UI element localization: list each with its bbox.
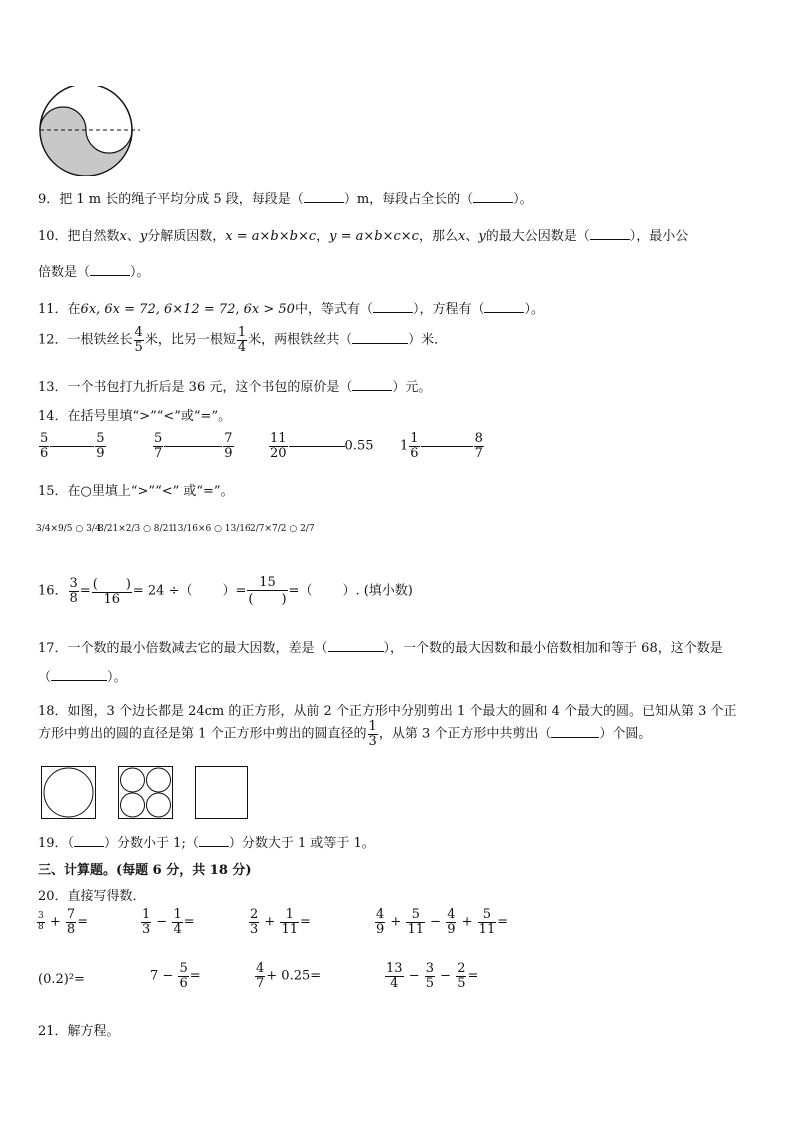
answer-blank[interactable] [90,263,130,276]
question-13: 13．一个书包打九折后是 36 元，这个书包的原价是（ ）元。 [38,380,432,395]
answer-blank[interactable] [551,725,599,738]
question-14-title: 14．在括号里填“>”“<”或“=”。 [38,409,232,424]
question-15-title: 15．在○里填上“>”“<” 或“=”。 [38,484,234,499]
question-19: 19．（ ）分数小于 1;（ ）分数大于 1 或等于 1。 [38,836,375,851]
answer-blank[interactable] [373,300,413,313]
calc-item: 7 − $\frac{5}{6}$ = [150,961,201,991]
question-10: 10．把自然数x、y分解质因数，x = a×b×b×c，y = a×b×c×c，那么x、y的最大公因数是（ ），最小公 [38,229,689,244]
fraction: $\frac{4}{5}$ [134,325,143,355]
compare-item: 3/4×9/5 ○ 3/4 [36,524,101,534]
section-heading: 三、计算题。(每题 6 分，共 18 分) [38,863,252,878]
compare-item: 8/21×2/3 ○ 8/21 [98,524,175,534]
question-10-line2: 倍数是（ ）。 [38,265,150,280]
answer-blank[interactable] [352,331,408,344]
compare-item: 1 $\frac{1}{6}$ $\frac{8}{7}$ [400,431,483,461]
question-17: 17．一个数的最小倍数减去它的最大因数，差是（ ），一个数的最大因数和最小倍数相加和等于 68，这个数是 [38,641,723,656]
answer-blank[interactable] [352,378,392,391]
question-12: 12．一根铁丝长 $\frac{4}{5}$ 米，比另一根短 $\frac{1}{4}$ 米，两根铁丝共（ ）米． [38,325,448,355]
calc-item: $\frac{3}{8}$ + $\frac{7}{8}$ = [38,907,89,937]
square-one-circle [41,766,96,819]
answer-blank[interactable] [328,639,384,652]
calc-item: (0.2)²= [38,972,85,987]
answer-blank[interactable] [590,227,630,240]
question-21: 21．解方程。 [38,1024,120,1039]
answer-blank[interactable] [50,445,94,447]
question-18: 18．如图，3 个边长都是 24cm 的正方形，从前 2 个正方形中分别剪出 1 个最大的圆和 4 个最大的圆。已知从第 3 个正 [38,704,737,719]
square-empty [195,766,248,819]
answer-blank[interactable] [192,583,222,595]
calc-item: $\frac{2}{3}$ + $\frac{1}{11}$ = [250,907,311,937]
answer-blank[interactable] [473,190,513,203]
fraction: $\frac{1}{4}$ [237,325,247,355]
calc-item: $\frac{13}{4}$ − $\frac{3}{5}$ − $\frac{2}{5}$ = [386,961,479,991]
answer-blank[interactable] [289,445,345,447]
compare-item: 2/7×7/2 ○ 2/7 [250,524,315,534]
question-20-title: 20．直接写得数． [38,889,146,904]
square-four-circles [118,766,173,819]
compare-item: 13/16×6 ○ 13/16 [172,524,251,534]
answer-blank[interactable] [164,445,222,447]
answer-blank[interactable] [304,190,344,203]
question-11: 11．在6x, 6x = 72, 6×12 = 72, 6x > 50中，等式有（ ），方程有（ ）。 [38,302,544,317]
question-18-line2: 方形中剪出的圆的直径是第 1 个正方形中剪出的圆直径的 $\frac{1}{3}$ ，从第 3 个正方形中共剪出（ ）个圆。 [38,719,652,749]
calc-item: $\frac{4}{9}$ + $\frac{5}{11}$ − $\frac{4}{9}$ + $\frac{5}{11}$ = [376,907,509,937]
question-17-line2: （ ）。 [38,670,127,685]
circle-figure [36,86,142,176]
answer-blank[interactable] [74,834,104,847]
calc-item: $\frac{1}{3}$ − $\frac{1}{4}$ = [142,907,195,937]
question-16: 16． $\frac{3}{8}$ = $\frac{( )}{16}$ = 24 ÷（ ）= $\frac{15}{( )}$ =（ ）. (填小数) [38,575,413,607]
compare-item: $\frac{5}{7}$ $\frac{7}{9}$ [154,431,233,461]
compare-item: $\frac{5}{6}$ $\frac{5}{9}$ [40,431,105,461]
answer-blank[interactable] [421,445,473,447]
answer-blank[interactable] [51,668,107,681]
answer-blank[interactable] [312,583,342,595]
question-9: 9．把 1 m 长的绳子平均分成 5 段，每段是（ ）m，每段占全长的（ ）。 [38,192,533,207]
calc-item: $\frac{4}{7}$ + 0.25= [256,961,322,991]
compare-item: $\frac{11}{20}$ 0.55 [270,431,374,461]
answer-blank[interactable] [199,834,229,847]
answer-blank[interactable] [484,300,524,313]
